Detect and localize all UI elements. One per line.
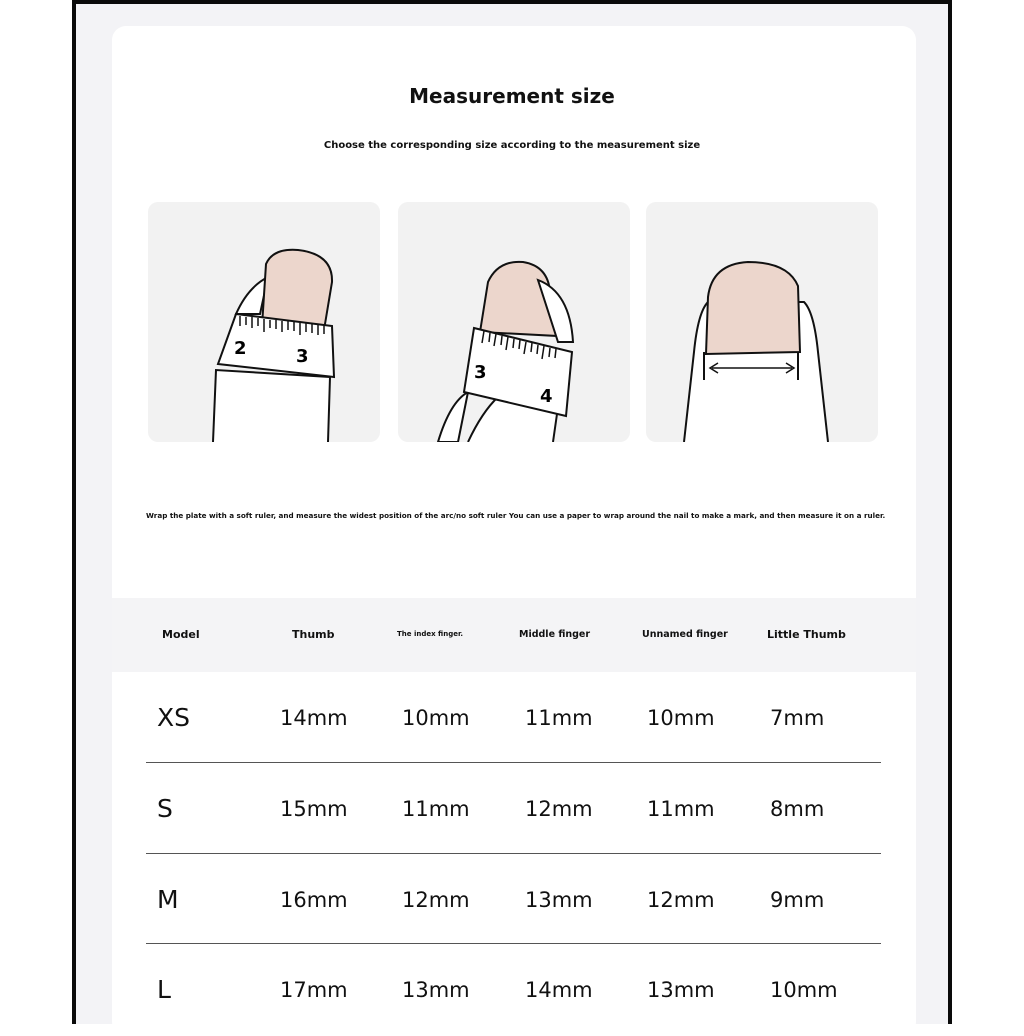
finger-ruler-wrap-icon: [148, 202, 380, 442]
table-cell: 15mm: [280, 797, 348, 821]
table-row-model: XS: [157, 703, 190, 732]
size-guide-card: [112, 26, 916, 1036]
table-row-model: L: [157, 975, 171, 1004]
table-row-model: S: [157, 794, 173, 823]
row-divider: [146, 853, 881, 854]
page-title: Measurement size: [409, 84, 615, 108]
row-divider: [146, 943, 881, 944]
ruler-number: 4: [540, 386, 553, 407]
table-cell: 11mm: [402, 797, 470, 821]
table-cell: 13mm: [525, 888, 593, 912]
ruler-number: 3: [296, 346, 309, 367]
header-middle-finger: Middle finger: [519, 629, 591, 640]
ruler-number: 2: [234, 338, 247, 359]
illustration-nail-width: [646, 202, 878, 442]
measurement-instructions: Wrap the plate with a soft ruler, and measure the widest position of the arc/no soft ruler You can use a paper to wrap around the nail to make a mark, and then measure it on a ruler.: [146, 511, 886, 520]
table-row-model: M: [157, 885, 179, 914]
header-thumb: Thumb: [292, 628, 335, 641]
table-cell: 14mm: [525, 978, 593, 1002]
table-cell: 10mm: [770, 978, 838, 1002]
header-index-finger: The index finger.: [397, 630, 464, 638]
table-cell: 12mm: [647, 888, 715, 912]
table-cell: 12mm: [525, 797, 593, 821]
header-unnamed-finger: Unnamed finger: [642, 629, 728, 640]
table-cell: 16mm: [280, 888, 348, 912]
illustration-ruler-tilted: [398, 202, 630, 442]
table-cell: 10mm: [402, 706, 470, 730]
table-cell: 10mm: [647, 706, 715, 730]
nail-width-arrow-icon: [646, 202, 878, 442]
table-cell: 14mm: [280, 706, 348, 730]
row-divider: [146, 762, 881, 763]
table-cell: 13mm: [647, 978, 715, 1002]
finger-ruler-tilted-icon: [398, 202, 630, 442]
table-cell: 17mm: [280, 978, 348, 1002]
table-cell: 9mm: [770, 888, 825, 912]
header-little-thumb: Little Thumb: [767, 628, 846, 641]
table-cell: 11mm: [525, 706, 593, 730]
table-cell: 11mm: [647, 797, 715, 821]
page-subtitle: Choose the corresponding size according to the measurement size: [323, 140, 701, 151]
table-cell: 13mm: [402, 978, 470, 1002]
ruler-number: 3: [474, 362, 487, 383]
table-cell: 12mm: [402, 888, 470, 912]
table-cell: 7mm: [770, 706, 825, 730]
table-cell: 8mm: [770, 797, 825, 821]
header-model: Model: [162, 628, 200, 641]
illustration-ruler-wrap: [148, 202, 380, 442]
